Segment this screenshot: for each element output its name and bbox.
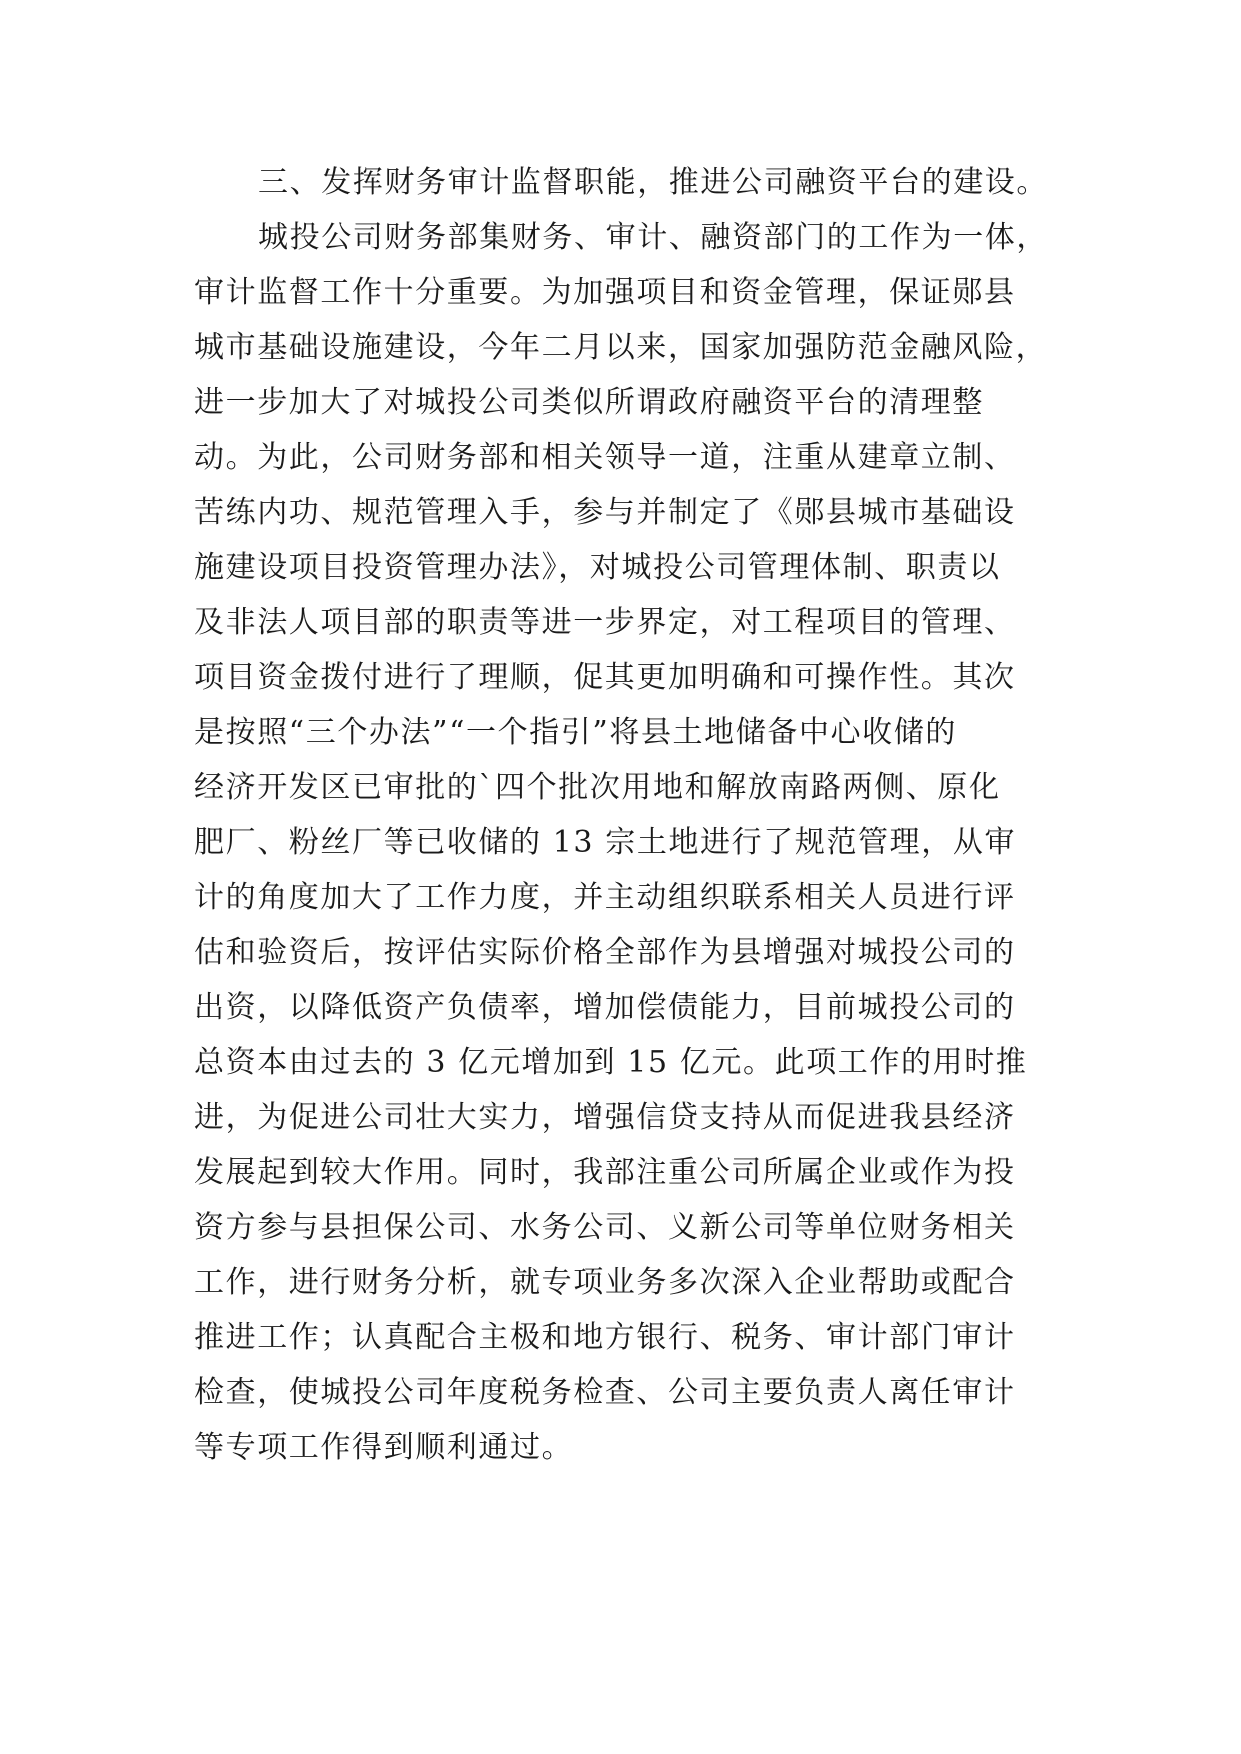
paragraph-line: 检查，使城投公司年度税务检查、公司主要负责人离任审计 bbox=[194, 1375, 1016, 1410]
paragraph-line: 进一步加大了对城投公司类似所谓政府融资平台的清理整 bbox=[194, 385, 984, 420]
paragraph-line: 估和验资后，按评估实际价格全部作为县增强对城投公司的 bbox=[194, 935, 1016, 970]
paragraph-line: 城市基础设施建设，今年二月以来，国家加强防范金融风险， bbox=[194, 330, 1048, 365]
paragraph-line: 经济开发区已审批的`四个批次用地和解放南路两侧、原化 bbox=[194, 770, 1001, 805]
paragraph-line: 城投公司财务部集财务、审计、融资部门的工作为一体， bbox=[258, 220, 1048, 255]
paragraph-line: 推进工作；认真配合主极和地方银行、税务、审计部门审计 bbox=[194, 1320, 1016, 1355]
paragraph-line: 发展起到较大作用。同时，我部注重公司所属企业或作为投 bbox=[194, 1155, 1016, 1190]
document-body bbox=[194, 163, 1074, 1483]
paragraph-line: 项目资金拨付进行了理顺，促其更加明确和可操作性。其次 bbox=[194, 660, 1016, 695]
section-heading: 三、发挥财务审计监督职能，推进公司融资平台的建设。 bbox=[258, 165, 1048, 200]
paragraph-line: 资方参与县担保公司、水务公司、义新公司等单位财务相关 bbox=[194, 1210, 1016, 1245]
paragraph-line: 总资本由过去的 3 亿元增加到 15 亿元。此项工作的用时推 bbox=[194, 1045, 1028, 1080]
paragraph-line: 苦练内功、规范管理入手，参与并制定了《郧县城市基础设 bbox=[194, 495, 1016, 530]
paragraph-line: 等专项工作得到顺利通过。 bbox=[194, 1430, 574, 1465]
paragraph-line: 审计监督工作十分重要。为加强项目和资金管理，保证郧县 bbox=[194, 275, 1016, 310]
paragraph-line: 是按照“三个办法”“一个指引”将县土地储备中心收储的 bbox=[194, 715, 957, 750]
paragraph-line: 工作，进行财务分析，就专项业务多次深入企业帮助或配合 bbox=[194, 1265, 1016, 1300]
paragraph-line: 进，为促进公司壮大实力，增强信贷支持从而促进我县经济 bbox=[194, 1100, 1016, 1135]
paragraph-line: 计的角度加大了工作力度，并主动组织联系相关人员进行评 bbox=[194, 880, 1016, 915]
paragraph-line: 动。为此，公司财务部和相关领导一道，注重从建章立制、 bbox=[194, 440, 1016, 475]
paragraph-line: 及非法人项目部的职责等进一步界定，对工程项目的管理、 bbox=[194, 605, 1016, 640]
paragraph-line: 施建设项目投资管理办法》，对城投公司管理体制、职责以 bbox=[194, 550, 1001, 585]
paragraph-line: 出资，以降低资产负债率，增加偿债能力，目前城投公司的 bbox=[194, 990, 1016, 1025]
paragraph-line: 肥厂、粉丝厂等已收储的 13 宗土地进行了规范管理，从审 bbox=[194, 825, 1017, 860]
